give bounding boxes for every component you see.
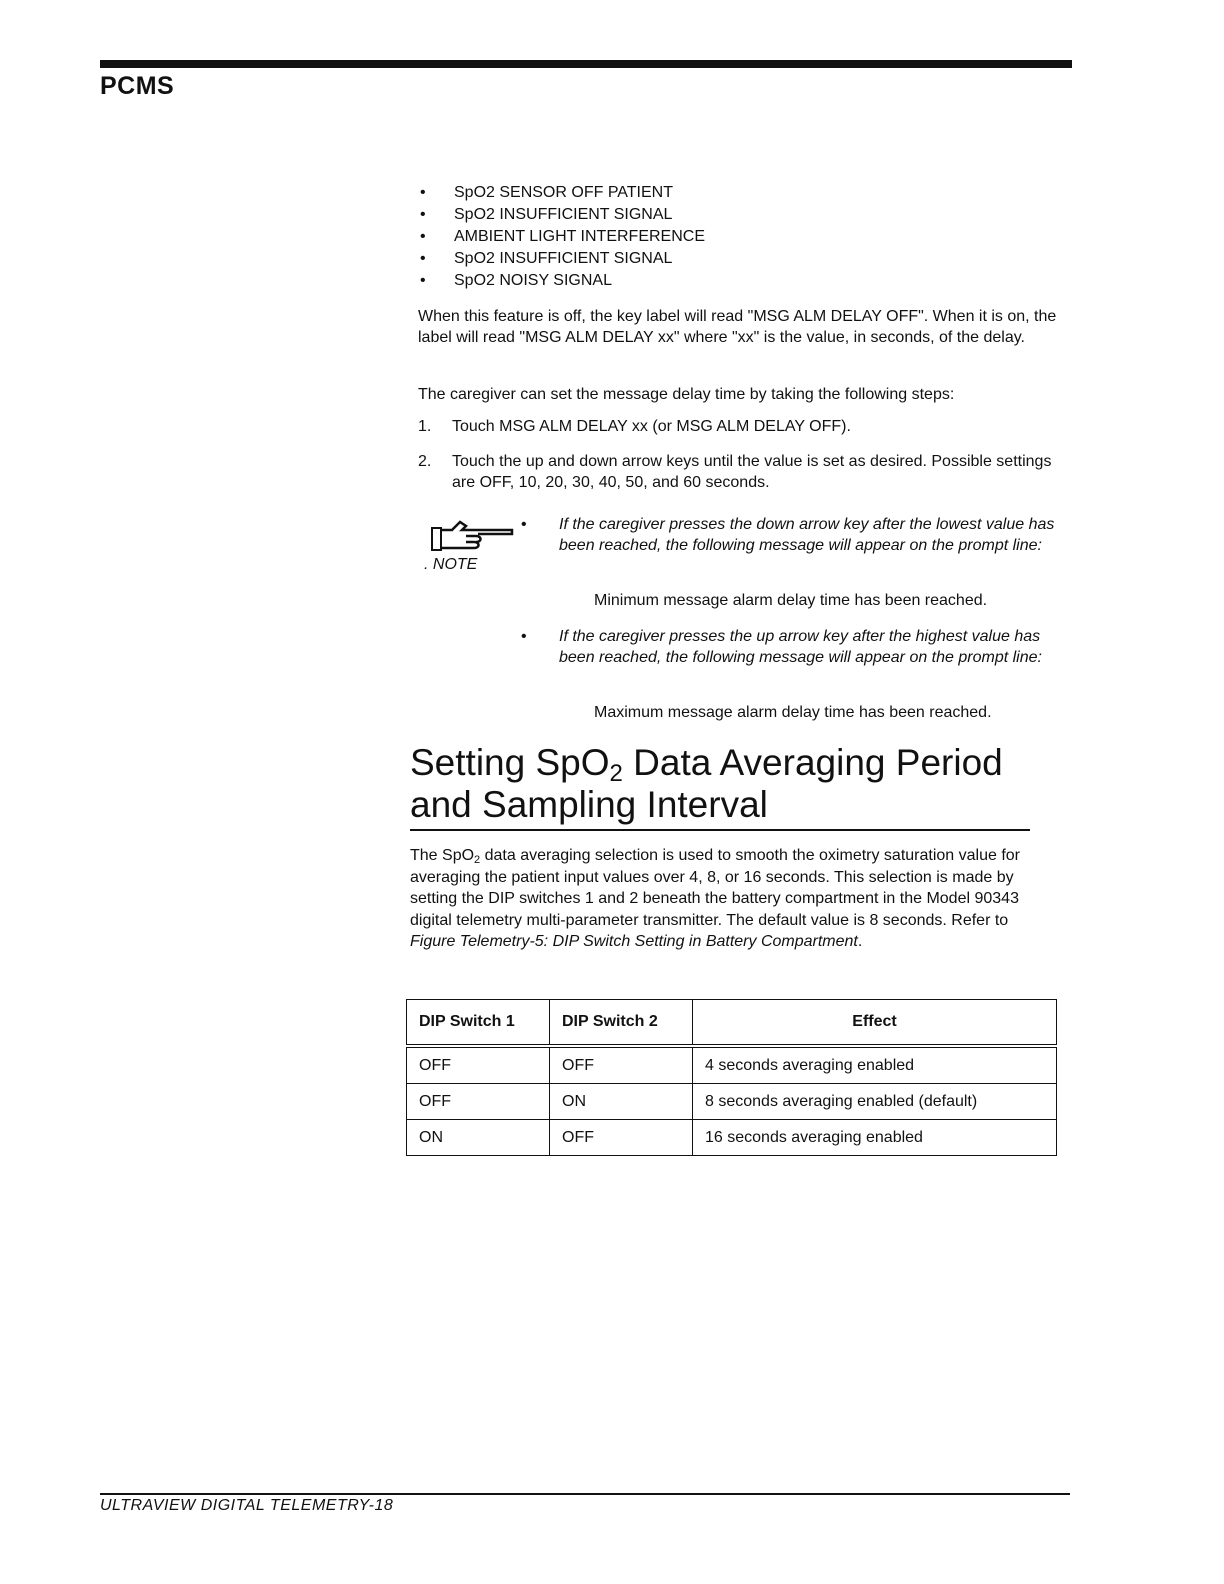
step-number: 2. [418,453,432,470]
list-item: • SpO2 INSUFFICIENT SIGNAL [418,248,705,270]
step-1 [418,416,1068,437]
dip-switch-table [406,999,1057,1156]
prompt-message: Maximum message alarm delay time has been reached. [594,704,992,721]
table-row [407,1046,1057,1084]
column-header: DIP Switch 2 [550,1000,693,1047]
pointing-hand-icon [430,518,514,561]
table-cell: OFF [407,1046,550,1084]
table-cell: ON [550,1084,693,1120]
note-label: . NOTE [424,556,478,573]
footer-rule [100,1493,1070,1495]
list-item: • SpO2 NOISY SIGNAL [418,270,705,292]
list-item: • SpO2 INSUFFICIENT SIGNAL [418,204,705,226]
step-text: Touch the up and down arrow keys until the value is set as desired. Possible settings are OFF, 10, 20, 30, 40, 50, and 60 seconds. [452,453,1052,491]
note-text: If the caregiver presses the down arrow key after the lowest value has been reached, the following message will appear on the prompt line: [559,516,1055,554]
column-header: DIP Switch 1 [407,1000,550,1047]
prompt-message: Minimum message alarm delay time has been reached. [594,592,988,609]
section-title: PCMS [100,72,175,100]
column-header: Effect [693,1000,1057,1047]
figure-reference: Figure Telemetry-5: DIP Switch Setting in Battery Compartment [410,933,858,950]
table-cell: OFF [550,1046,693,1084]
table-cell: 8 seconds averaging enabled (default) [693,1084,1057,1120]
step-text: Touch MSG ALM DELAY xx (or MSG ALM DELAY OFF). [452,418,851,435]
heading-rule [410,829,1030,831]
table-cell: 4 seconds averaging enabled [693,1046,1057,1084]
averaging-paragraph: The SpO$_2$ data averaging selection is used to smooth the oximetry saturation value for averaging the patient input values over 4, 8, or 16 seconds. This selection is made by setting the DIP switches 1 and 2 beneath the battery compartment in the Model 90343 digital telemetry multi-parameter transmitter. The default value is 8 seconds. Refer to Figure Telemetry-5: DIP Switch Setting in Battery Compartment. [410,847,1021,950]
table-cell: OFF [407,1084,550,1120]
header-rule [100,60,1072,68]
table-cell: ON [407,1120,550,1156]
list-item: • SpO2 SENSOR OFF PATIENT [418,182,705,204]
table-header-row [407,1000,1057,1047]
table-cell: OFF [550,1120,693,1156]
step-2 [418,451,1068,493]
page-title: Setting SpO$_2$ Data Averaging Period and Sampling Interval [410,742,1003,825]
note-item-1: • If the caregiver presses the down arrow key after the lowest value has been reached, the following message will appear on the prompt line: [521,514,1066,556]
note-text: If the caregiver presses the up arrow key after the highest value has been reached, the following message will appear on the prompt line: [559,628,1042,666]
step-number: 1. [418,418,432,435]
table-row [407,1120,1057,1156]
label-info-paragraph: When this feature is off, the key label will read "MSG ALM DELAY OFF". When it is on, the label will read "MSG ALM DELAY xx" where "xx" is the value, in seconds, of the delay. [418,308,1057,346]
alarm-message-list [418,182,705,292]
table-row [407,1084,1057,1120]
page-footer: ULTRAVIEW DIGITAL TELEMETRY-18 [100,1497,394,1514]
steps-intro-paragraph: The caregiver can set the message delay time by taking the following steps: [418,386,955,403]
table-cell: 16 seconds averaging enabled [693,1120,1057,1156]
list-item: • AMBIENT LIGHT INTERFERENCE [418,226,705,248]
note-item-2: • If the caregiver presses the up arrow key after the highest value has been reached, the following message will appear on the prompt line: [521,626,1066,668]
